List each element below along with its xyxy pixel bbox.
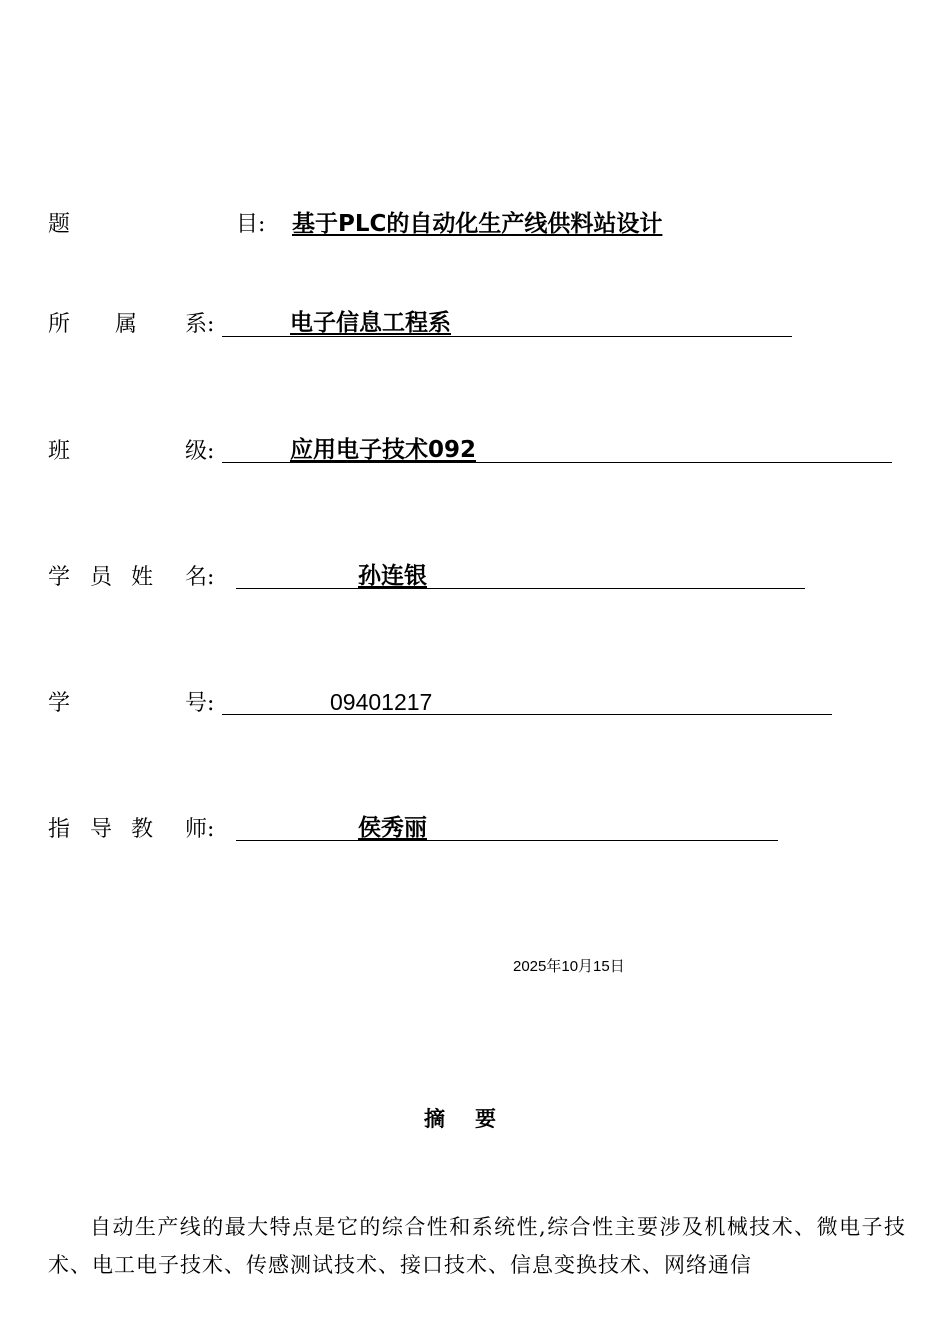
advisor-label-char-3: 教 <box>131 817 154 842</box>
student-id-label-char-1: 学 <box>48 691 71 716</box>
student-id-underline <box>222 714 832 715</box>
title-value: 基于PLC的自动化生产线供料站设计 <box>292 211 663 237</box>
department-value: 电子信息工程系 <box>290 310 451 336</box>
advisor-underline <box>236 840 778 841</box>
student-id-label-char-2: 号: <box>185 691 215 716</box>
advisor-label-char-2: 导 <box>90 817 113 842</box>
class-value: 应用电子技术092 <box>290 437 477 463</box>
department-label-char-1: 所 <box>48 312 71 337</box>
title-row <box>0 205 950 265</box>
class-row <box>0 432 950 492</box>
student-name-row <box>0 558 950 618</box>
student-name-underline <box>236 588 805 589</box>
department-label-char-2: 属 <box>115 312 138 337</box>
advisor-label-char-4: 师: <box>185 817 215 842</box>
class-label-char-1: 班 <box>48 439 71 464</box>
department-row <box>0 305 950 365</box>
abstract-heading: 摘要 <box>424 1107 526 1131</box>
student-id-row <box>0 684 950 744</box>
date-text: 2025年10月15日 <box>513 958 625 975</box>
student-name-label-char-1: 学 <box>48 565 71 590</box>
title-label-char-1: 题 <box>48 212 71 237</box>
title-label-char-2: 目: <box>236 212 266 237</box>
student-name-label-char-3: 姓 <box>131 565 154 590</box>
advisor-value: 侯秀丽 <box>358 815 427 841</box>
advisor-label-char-1: 指 <box>48 817 71 842</box>
student-id-value: 09401217 <box>330 689 433 715</box>
class-label-char-2: 级: <box>185 439 215 464</box>
advisor-row <box>0 810 950 870</box>
department-label-char-3: 系: <box>185 312 215 337</box>
student-name-label-char-4: 名: <box>185 565 215 590</box>
department-underline <box>222 336 792 337</box>
student-name-value: 孙连银 <box>358 563 427 589</box>
student-name-label-char-2: 员 <box>90 565 113 590</box>
abstract-paragraph: 自动生产线的最大特点是它的综合性和系统性,综合性主要涉及机械技术、微电子技术、电工电子技术、传感测试技术、接口技术、信息变换技术、网络通信 <box>48 1215 906 1277</box>
